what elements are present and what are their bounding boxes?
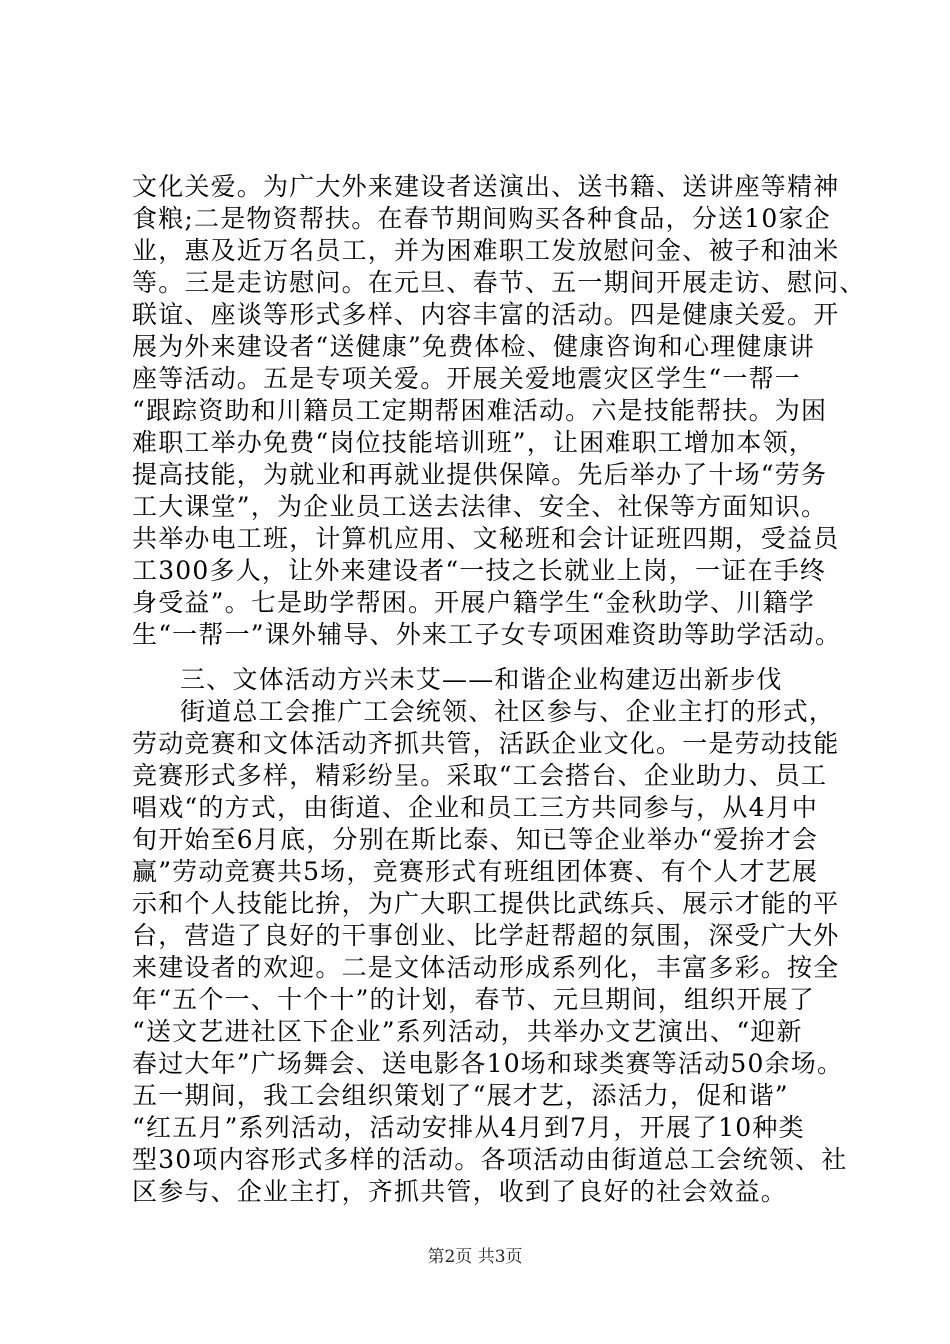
paragraph-line: 劳动竞赛和文体活动齐抓共管，活跃企业文化。一是劳动技能 [132,729,840,758]
page-number-footer: 第2页 共3页 [427,1247,523,1267]
paragraph-line: 难职工举办免费“岗位技能培训班”，让困难职工增加本领， [132,428,815,457]
paragraph-line: 业，惠及近万名员工，并为困难职工发放慰问金、被子和油米 [132,236,840,265]
paragraph-line: “送文艺进社区下企业”系列活动，共举办文艺演出、“迎新 [132,1017,803,1046]
paragraph-line: 座等活动。五是专项关爱。开展关爱地震灾区学生“一帮一 [132,364,801,393]
paragraph-line: 工300多人，让外来建设者“一技之长就业上岗，一证在手终 [132,556,827,585]
paragraph-line: 区参与、企业主打，齐抓共管，收到了良好的社会效益。 [132,1177,788,1206]
paragraph-line: 竞赛形式多样，精彩纷呈。采取“工会搭台、企业助力、员工 [132,761,828,790]
paragraph-line: 来建设者的欢迎。二是文体活动形成系列化，丰富多彩。按全 [132,953,840,982]
paragraph-line: 身受益”。七是助学帮困。开展户籍学生“金秋助学、川籍学 [132,588,815,617]
body-paragraph-cultural-care [132,171,866,651]
paragraph-line: 工大课堂”，为企业员工送去法律、安全、社保等方面知识。 [132,492,828,521]
section-heading: 三、文体活动方兴未艾——和谐企业构建迈出新步伐 [180,665,783,694]
paragraph-line: 联谊、座谈等形式多样、内容丰富的活动。四是健康关爱。开 [132,300,840,329]
paragraph-line: 等。三是走访慰问。在元旦、春节、五一期间开展走访、慰问、 [132,268,866,297]
paragraph-line: 唱戏“的方式，由街道、企业和员工三方共同参与，从4月中 [132,793,819,822]
paragraph-line: 春过大年”广场舞会、送电影各10场和球类赛等活动50余场。 [132,1049,844,1078]
paragraph-line: 五一期间，我工会组织策划了“展才艺，添活力，促和谐” [132,1081,789,1110]
section-three [132,664,848,1208]
paragraph-line: 食粮;二是物资帮扶。在春节期间购买各种食品，分送10家企 [132,204,831,233]
paragraph-line: 年“五个一、十个十”的计划，春节、元旦期间，组织开展了 [132,985,815,1014]
paragraph-line: 示和个人技能比拚，为广大职工提供比武练兵、展示才能的平 [132,889,840,918]
paragraph-line: 共举办电工班，计算机应用、文秘班和会计证班四期，受益员 [132,524,840,553]
paragraph-line: 文化关爱。为广大外来建设者送演出、送书籍、送讲座等精神 [132,172,840,201]
paragraph-line: 提高技能，为就业和再就业提供保障。先后举办了十场“劳务 [132,460,828,489]
paragraph-line: “红五月”系列活动，活动安排从4月到7月，开展了10种类 [132,1113,805,1142]
paragraph-line: 街道总工会推广工会统领、社区参与、企业主打的形式， [180,697,836,726]
paragraph-line: 赢”劳动竞赛共5场，竞赛形式有班组团体赛、有个人才艺展 [132,857,819,886]
paragraph-line: “跟踪资助和川籍员工定期帮困难活动。六是技能帮扶。为困 [132,396,828,425]
paragraph-line: 旬开始至6月底，分别在斯比泰、知已等企业举办“爱拚才会 [132,825,819,854]
paragraph-line: 展为外来建设者“送健康”免费体检、健康咨询和心理健康讲 [132,332,815,361]
paragraph-line: 台，营造了良好的干事创业、比学赶帮超的氛围，深受广大外 [132,921,840,950]
paragraph-line: 型30项内容形式多样的活动。各项活动由街道总工会统领、社 [132,1145,848,1174]
paragraph-line: 生“一帮一”课外辅导、外来工子女专项困难资助等助学活动。 [132,620,842,649]
